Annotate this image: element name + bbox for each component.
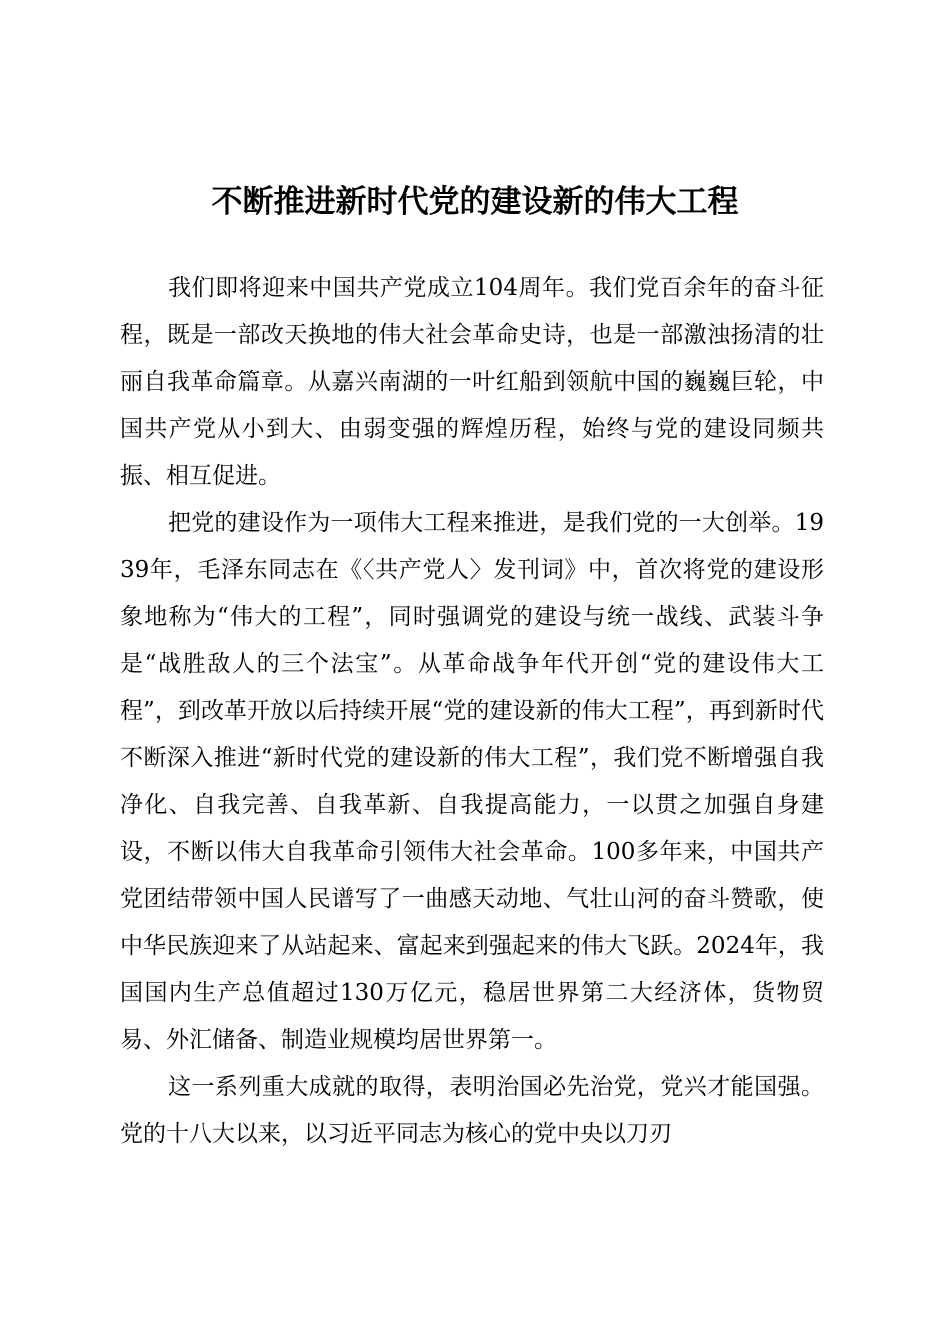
paragraph-2: 把党的建设作为一项伟大工程来推进，是我们党的一大创举。1939年，毛泽东同志在《〈共产党人〉发刊词》中，首次将党的建设形象地称为“伟大的工程”，同时强调党的建设与统一战线、武装斗争是“战胜敌人的三个法宝”。从革命战争年代开创“党的建设伟大工程”，到改革开放以后持续开展“党的建设新的伟大工程”，再到新时代不断深入推进“新时代党的建设新的伟大工程”，我们党不断增强自我净化、自我完善、自我革新、自我提高能力，一以贯之加强自身建设，不断以伟大自我革命引领伟大社会革命。100多年来，中国共产党团结带领中国人民谱写了一曲感天动地、气壮山河的奋斗赞歌，使中华民族迎来了从站起来、富起来到强起来的伟大飞跃。2024年，我国国内生产总值超过130万亿元，稳居世界第二大经济体，货物贸易、外汇储备、制造业规模均居世界第一。 bbox=[120, 510, 824, 1053]
paragraph-3: 这一系列重大成就的取得，表明治国必先治党，党兴才能国强。党的十八大以来，以习近平同志为核心的党中央以刀刃 bbox=[120, 1074, 824, 1147]
document-body bbox=[120, 265, 824, 1158]
document-title: 不断推进新时代党的建设新的伟大工程 bbox=[211, 184, 739, 220]
paragraph-1: 我们即将迎来中国共产党成立104周年。我们党百余年的奋斗征程，既是一部改天换地的伟大社会革命史诗，也是一部激浊扬清的壮丽自我革命篇章。从嘉兴南湖的一叶红船到领航中国的巍巍巨轮，中国共产党从小到大、由弱变强的辉煌历程，始终与党的建设同频共振、相互促进。 bbox=[120, 275, 824, 489]
